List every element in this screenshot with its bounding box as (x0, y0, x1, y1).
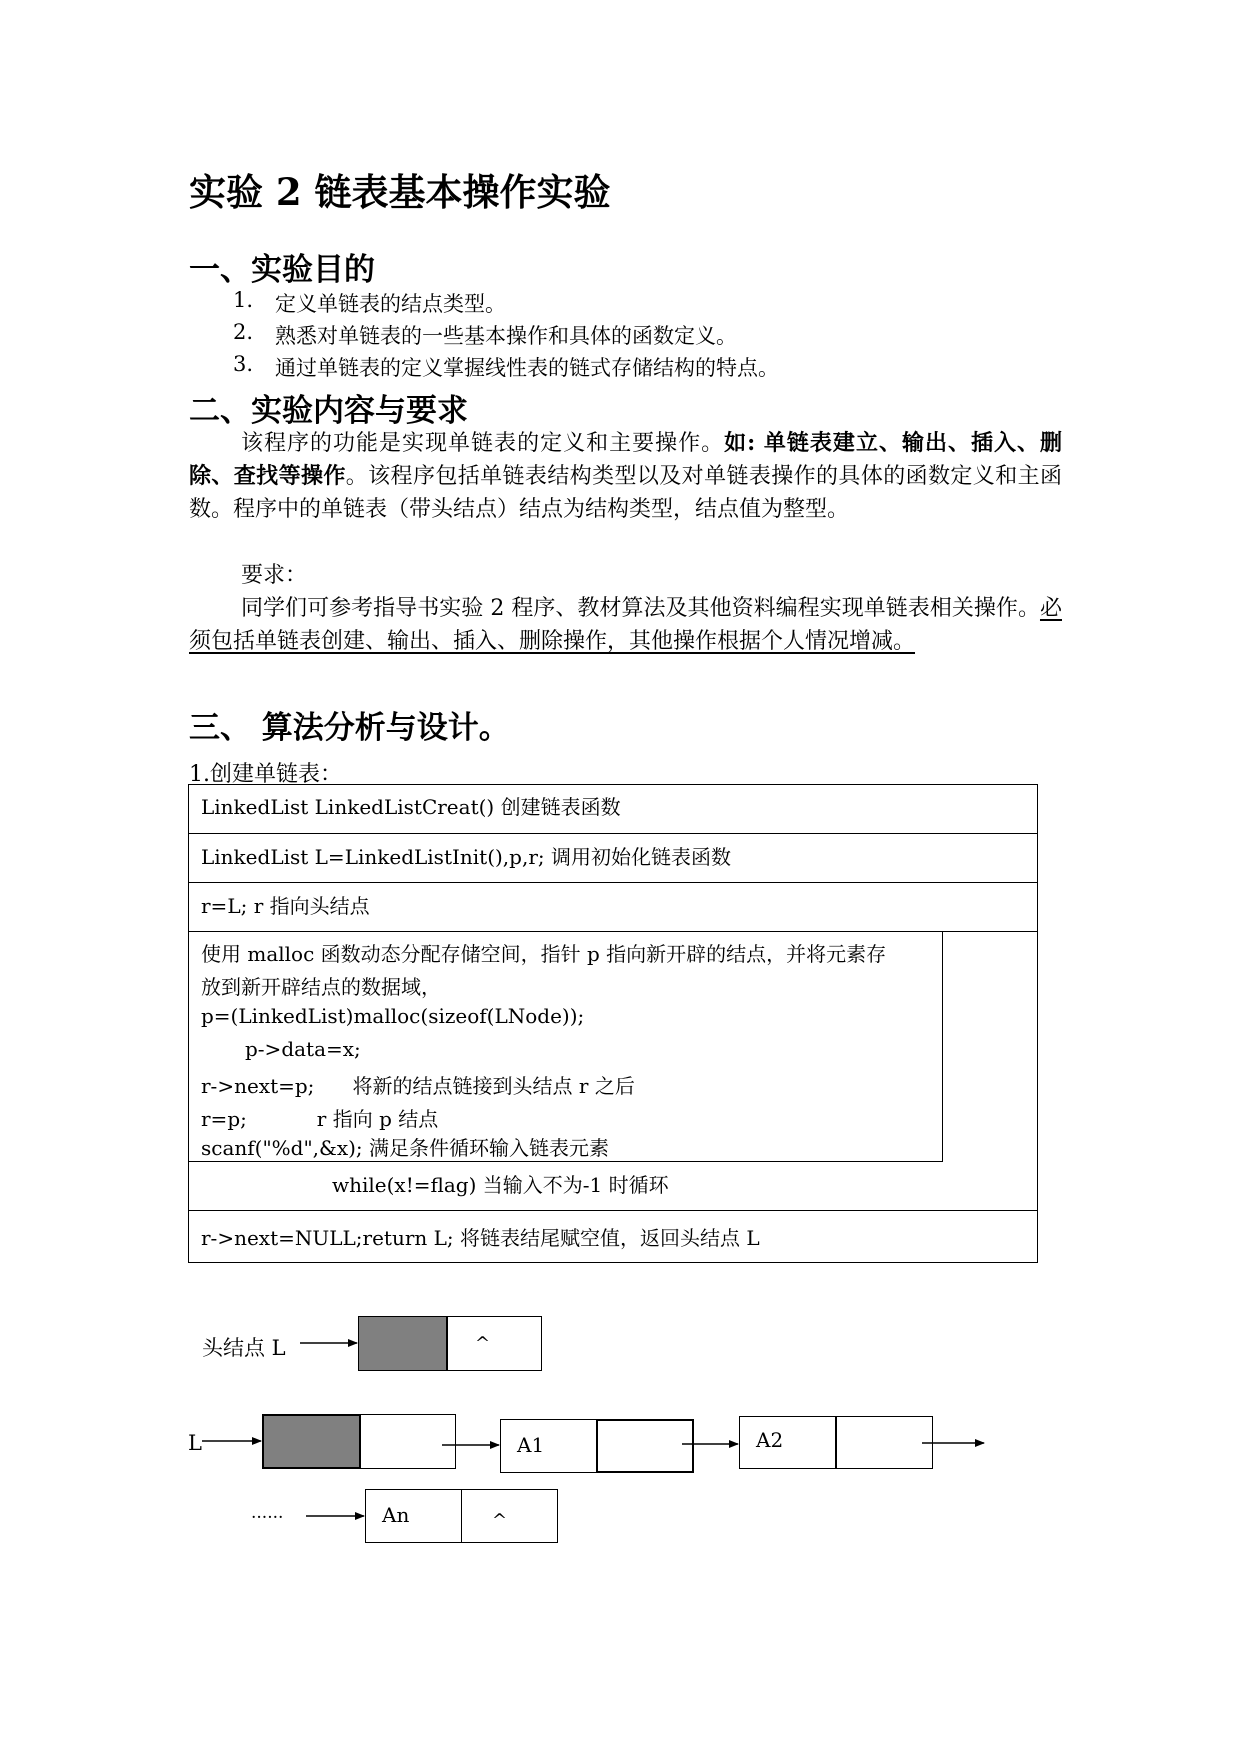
loop-line: 使用 malloc 函数动态分配存储空间，指针 p 指向新开辟的结点，并将元素存 (201, 942, 887, 966)
section3-heading: 三、 算法分析与设计。 (189, 710, 510, 746)
list-item-number: 2. (233, 320, 254, 344)
loop-line: r->next=p; 将新的结点链接到头结点 r 之后 (201, 1074, 635, 1098)
null-pointer-symbol: ^ (475, 1333, 491, 1354)
loop-condition: while(x!=flag) 当输入不为-1 时循环 (332, 1173, 669, 1197)
null-pointer-symbol: ^ (492, 1510, 508, 1531)
node-a2-label: A2 (756, 1428, 784, 1452)
list-item-text: 定义单链表的结点类型。 (275, 292, 506, 316)
requirement-label: 要求： (241, 563, 308, 588)
node-a1-label: A1 (517, 1433, 545, 1457)
node-an-label: An (382, 1503, 410, 1527)
table-row-assign: r=L; r 指向头结点 (201, 894, 370, 918)
list-item-text: 通过单链表的定义掌握线性表的链式存储结构的特点。 (275, 356, 779, 380)
table-row-creat: LinkedList LinkedListCreat() 创建链表函数 (201, 795, 621, 819)
loop-line: p=(LinkedList)malloc(sizeof(LNode)); (201, 1004, 585, 1028)
table-row-init: LinkedList L=LinkedListInit(),p,r; 调用初始化链表函数 (201, 845, 731, 869)
subheading-create-list: 1.创建单链表： (189, 762, 342, 787)
paragraph-text: 。该程序包括单链表结构类型以及对单链表操作的具体的函数定义和主函数。程序中的单链表（带头结点）结点为结构类型，结点值为整型。 (189, 464, 1062, 522)
paragraph-text: 同学们可参考指导书实验 2 程序、教材算法及其他资料编程实现单链表相关操作。 (241, 596, 1040, 621)
head-node-label: 头结点 L (202, 1336, 286, 1360)
paragraph-bold-text: 如: 单链表建立、输出、插入、删除、查找等操作 (189, 430, 1062, 489)
ellipsis: ...... (251, 1503, 284, 1523)
loop-line: 放到新开辟结点的数据域， (201, 975, 441, 999)
list-item-number: 3. (233, 352, 254, 376)
list-item-number: 1. (233, 288, 254, 312)
paragraph-text: 该程序的功能是实现单链表的定义和主要操作。 (241, 431, 725, 456)
document-title: 实验 2 链表基本操作实验 (189, 170, 611, 214)
list-item-text: 熟悉对单链表的一些基本操作和具体的函数定义。 (275, 324, 737, 348)
loop-line: scanf("%d",&x); 满足条件循环输入链表元素 (201, 1136, 610, 1160)
loop-line: r=p; r 指向 p 结点 (201, 1107, 439, 1131)
table-row-return: r->next=NULL;return L; 将链表结尾赋空值，返回头结点 L (201, 1226, 760, 1250)
section1-heading: 一、实验目的 (189, 252, 375, 288)
section2-heading: 二、实验内容与要求 (189, 393, 468, 429)
underlined-requirement: 必须包括单链表创建、输出、插入、删除操作，其他操作根据个人情况增减。 (189, 596, 1062, 654)
loop-line: p->data=x; (245, 1037, 361, 1061)
list-head-label: L (188, 1431, 202, 1455)
